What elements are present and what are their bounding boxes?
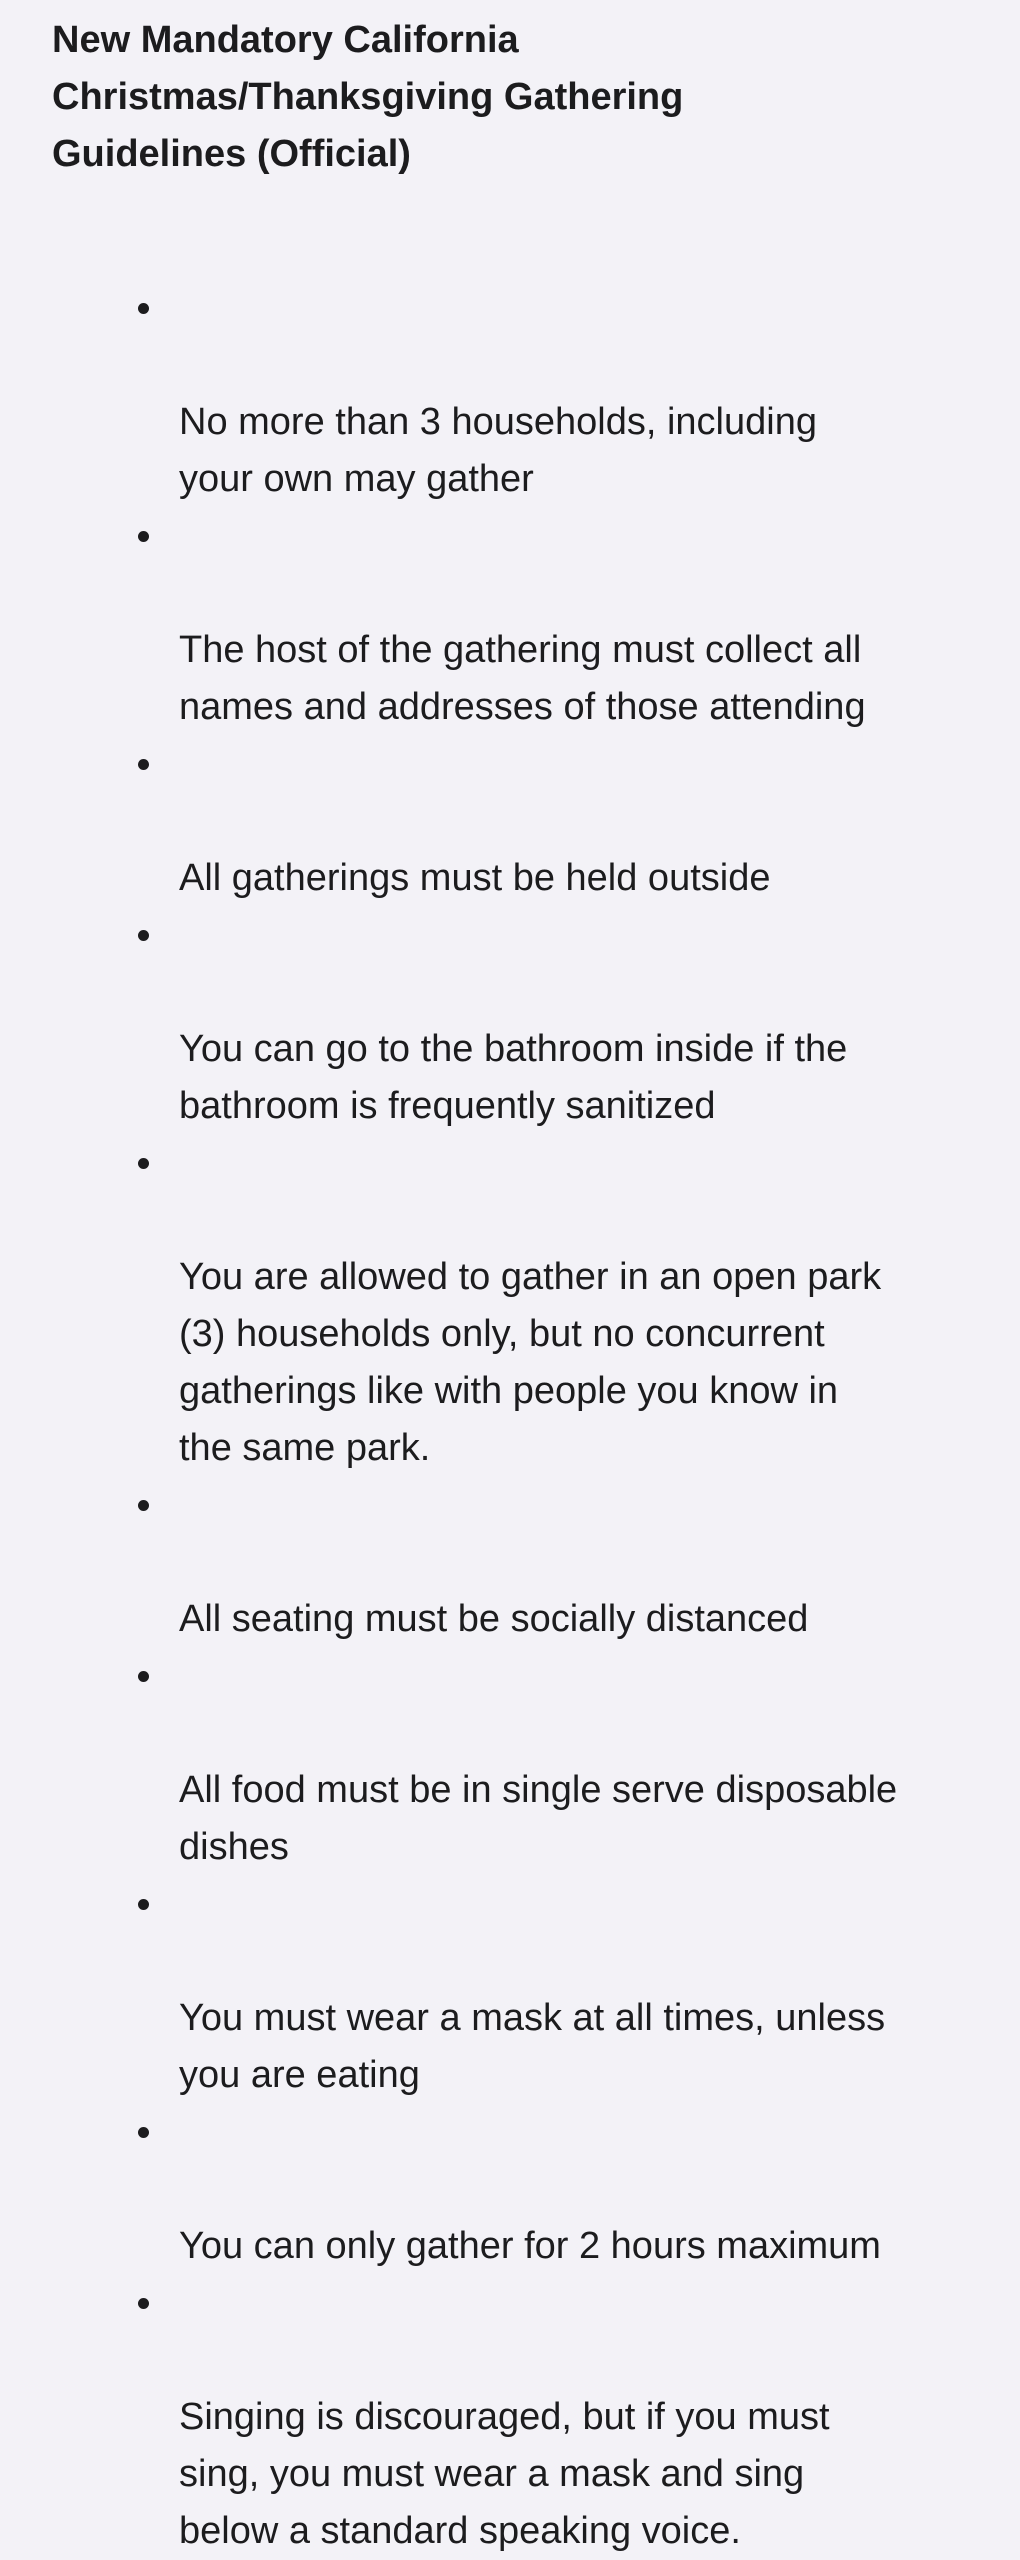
- list-item: [179, 1876, 994, 2104]
- bullet-dot-icon: [138, 1899, 149, 1910]
- list-item: [179, 1648, 994, 1876]
- list-item: [179, 2104, 994, 2275]
- rule-text: All seating must be socially distanced: [179, 1598, 809, 1640]
- rule-text: You can go to the bathroom inside if the bathroom is frequently sanitized: [179, 1028, 848, 1127]
- bullet-dot-icon: [138, 930, 149, 941]
- list-item: [179, 2275, 994, 2560]
- bullet-dot-icon: [138, 2298, 149, 2309]
- bullet-dot-icon: [138, 1500, 149, 1511]
- bullet-dot-icon: [138, 759, 149, 770]
- bullet-dot-icon: [138, 531, 149, 542]
- rule-text: You must wear a mask at all times, unless you are eating: [179, 1997, 886, 2096]
- rule-text: No more than 3 households, including your own may gather: [179, 401, 817, 500]
- rule-text: The host of the gathering must collect all names and addresses of those attending: [179, 629, 866, 728]
- list-item: [179, 736, 994, 907]
- list-item: [179, 1135, 994, 1477]
- bullet-dot-icon: [138, 1671, 149, 1682]
- rule-text: You can only gather for 2 hours maximum: [179, 2225, 881, 2267]
- rule-text: All gatherings must be held outside: [179, 857, 771, 899]
- rule-text: You are allowed to gather in an open park (3) households only, but no concurrent gatherings like with people you know in the same park.: [179, 1256, 882, 1469]
- bullet-dot-icon: [138, 2127, 149, 2138]
- list-item: [179, 508, 994, 736]
- bullet-dot-icon: [138, 1158, 149, 1169]
- bullet-dot-icon: [138, 303, 149, 314]
- rule-text: All food must be in single serve disposable dishes: [179, 1769, 898, 1868]
- rule-text: Singing is discouraged, but if you must sing, you must wear a mask and sing below a standard speaking voice.: [179, 2396, 830, 2552]
- document-title: New Mandatory California Christmas/Thanksgiving Gathering Guidelines (Official): [52, 19, 684, 175]
- guidelines-list: [179, 280, 994, 2560]
- list-item: [179, 907, 994, 1135]
- list-item: [179, 280, 994, 508]
- list-item: [179, 1477, 994, 1648]
